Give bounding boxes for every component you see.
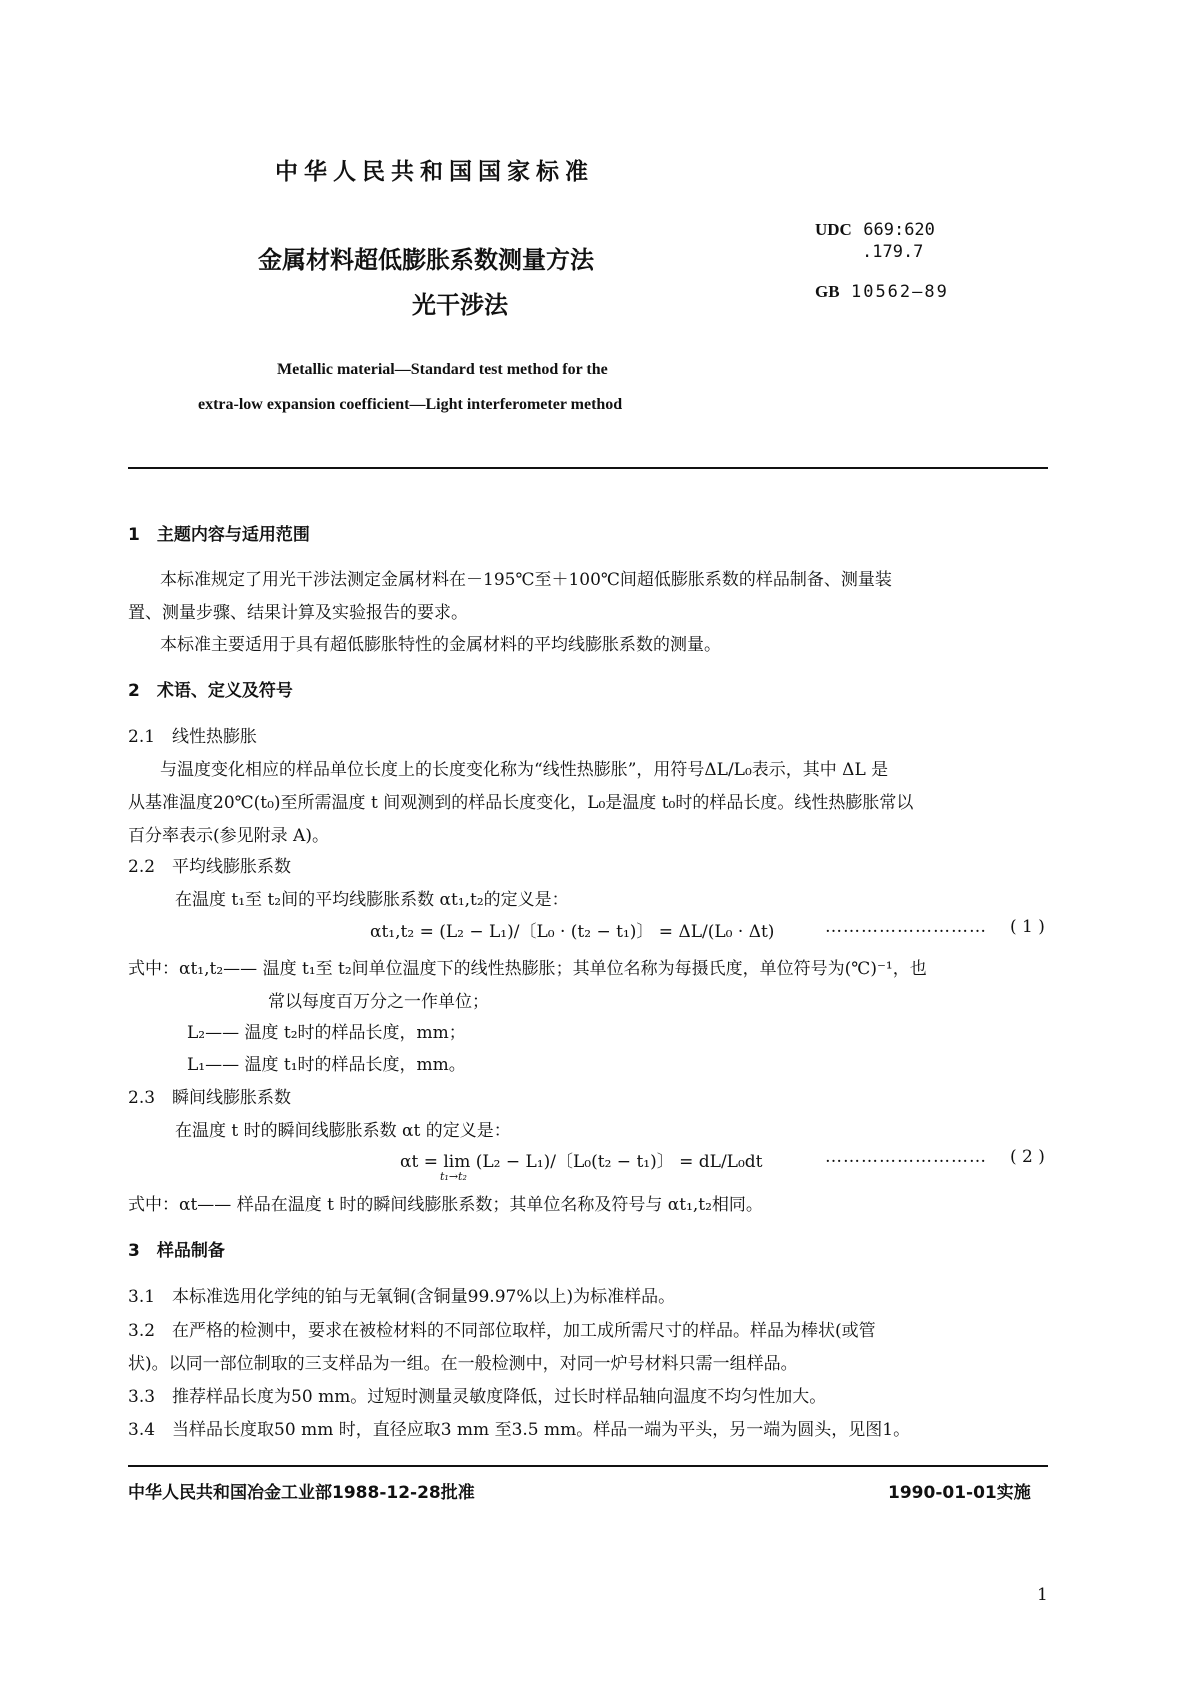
approval-note: 中华人民共和国冶金工业部1988-12-28批准 [128,1483,475,1503]
title-cn-line2: 光干涉法 [412,291,508,319]
effective-date: 1990-01-01实施 [888,1483,1031,1503]
title-en-line1: Metallic material—Standard test method for the [277,361,608,378]
paragraph: 百分率表示(参见附录 A)。 [128,826,329,846]
paragraph: L₁—— 温度 t₁时的样品长度，mm。 [187,1055,466,1075]
paragraph: 从基准温度20℃(t₀)至所需温度 t 间观测到的样品长度变化，L₀是温度 t₀时的样品长度。线性热膨胀常以 [128,793,914,813]
section-2-1-title: 2.1 线性热膨胀 [128,727,258,747]
title-en-line2: extra-low expansion coefficient—Light interferometer method [198,396,623,413]
paragraph: 在温度 t 时的瞬间线膨胀系数 αt 的定义是： [175,1121,511,1141]
footer-divider [128,1465,1048,1467]
leader-dots: ……………………… [825,917,987,937]
paragraph: 式中：αt—— 样品在温度 t 时的瞬间线膨胀系数；其单位名称及符号与 αt₁,t₂相同。 [128,1195,763,1215]
section-2-title: 2 术语、定义及符号 [128,681,293,701]
section-2-3-title: 2.3 瞬间线膨胀系数 [128,1088,292,1108]
paragraph: 3.1 本标准选用化学纯的铂与无氧铜(含铜量99.97%以上)为标准样品。 [128,1287,676,1307]
paragraph: 本标准主要适用于具有超低膨胀特性的金属材料的平均线膨胀系数的测量。 [160,635,721,655]
limit-subscript: t₁→t₂ [440,1170,467,1183]
paragraph: L₂—— 温度 t₂时的样品长度，mm； [187,1023,466,1043]
paragraph: 常以每度百万分之一作单位； [268,992,489,1012]
paragraph: 本标准规定了用光干涉法测定金属材料在－195℃至＋100℃间超低膨胀系数的样品制备、测量装 [160,570,892,590]
paragraph: 与温度变化相应的样品单位长度上的长度变化称为“线性热膨胀”，用符号ΔL/L₀表示，其中 ΔL 是 [160,760,889,780]
paragraph: 3.4 当样品长度取50 mm 时，直径应取3 mm 至3.5 mm。样品一端为平头，另一端为圆头，见图1。 [128,1420,911,1440]
equation-number: ( 2 ) [1010,1147,1045,1167]
section-3-title: 3 样品制备 [128,1241,225,1261]
equation-1: αt₁,t₂ = (L₂ − L₁)/〔L₀ · (t₂ − t₁)〕 = ΔL/(L₀ · Δt) [370,922,775,942]
paragraph: 在温度 t₁至 t₂间的平均线膨胀系数 αt₁,t₂的定义是： [175,890,569,910]
equation-number: ( 1 ) [1010,917,1045,937]
leader-dots: ……………………… [825,1147,987,1167]
header-divider [128,467,1048,469]
page-number: 1 [1037,1585,1048,1605]
paragraph: 式中：αt₁,t₂—— 温度 t₁至 t₂间单位温度下的线性热膨胀；其单位名称为每摄氏度，单位符号为(℃)⁻¹，也 [128,959,927,979]
udc-code-line2: .179.7 [862,242,924,262]
paragraph: 置、测量步骤、结果计算及实验报告的要求。 [128,603,468,623]
udc-code: UDC 669:620 [815,220,935,240]
national-standard-heading: 中华人民共和国国家标准 [275,159,594,185]
paragraph: 状)。以同一部位制取的三支样品为一组。在一般检测中，对同一炉号材料只需一组样品。 [128,1354,798,1374]
section-2-2-title: 2.2 平均线膨胀系数 [128,857,292,877]
paragraph: 3.3 推荐样品长度为50 mm。过短时测量灵敏度降低，过长时样品轴向温度不均匀性加大。 [128,1387,827,1407]
paragraph: 3.2 在严格的检测中，要求在被检材料的不同部位取样，加工成所需尺寸的样品。样品为棒状(或管 [128,1321,876,1341]
gb-number: GB 10562—89 [815,282,949,302]
equation-2: αt = lim (L₂ − L₁)/〔L₀(t₂ − t₁)〕 = dL/L₀dt [400,1152,763,1172]
section-1-title: 1 主题内容与适用范围 [128,525,310,545]
title-cn-line1: 金属材料超低膨胀系数测量方法 [258,246,594,274]
